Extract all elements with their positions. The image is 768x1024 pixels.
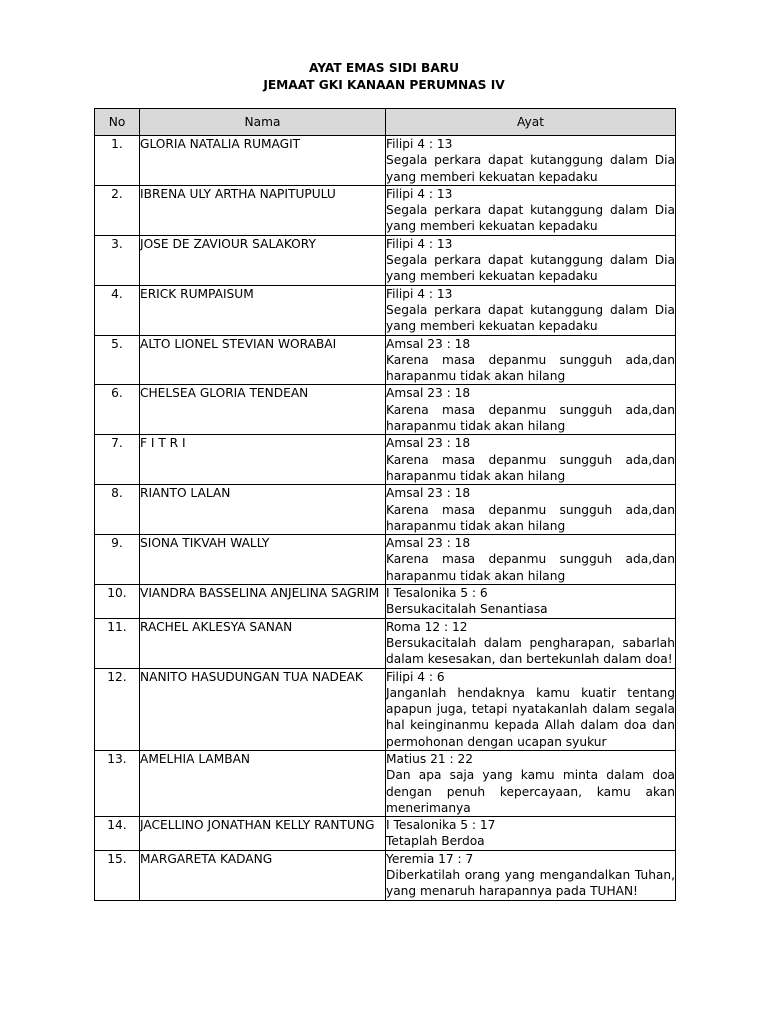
- member-name: CHELSEA GLORIA TENDEAN: [140, 385, 386, 435]
- verse-text: Karena masa depanmu sungguh ada,dan harapanmu tidak akan hilang: [386, 452, 675, 483]
- document-title: [0, 60, 768, 94]
- header-nama: Nama: [140, 109, 386, 136]
- table-row: [95, 750, 676, 816]
- verse-cell: [386, 435, 676, 485]
- verse-cell: [386, 335, 676, 385]
- verse-cell: [386, 850, 676, 900]
- table-row: [95, 850, 676, 900]
- header-no: No: [95, 109, 140, 136]
- verse-cell: [386, 585, 676, 619]
- verse-reference: Filipi 4 : 13: [386, 137, 453, 151]
- verse-cell: [386, 235, 676, 285]
- row-number: 8.: [95, 485, 140, 535]
- title-line-1: AYAT EMAS SIDI BARU: [308, 61, 460, 75]
- row-number: 2.: [95, 185, 140, 235]
- member-name: GLORIA NATALIA RUMAGIT: [140, 136, 386, 186]
- member-name: RIANTO LALAN: [140, 485, 386, 535]
- table-row: [95, 535, 676, 585]
- table-row: [95, 385, 676, 435]
- verse-cell: [386, 185, 676, 235]
- verse-text: Dan apa saja yang kamu minta dalam doa dengan penuh kepercayaan, kamu akan menerimanya: [386, 768, 675, 815]
- verse-text: Karena masa depanmu sungguh ada,dan harapanmu tidak akan hilang: [386, 402, 675, 434]
- table-row: [95, 185, 676, 235]
- header-ayat: Ayat: [386, 109, 676, 136]
- verse-reference: Amsal 23 : 18: [386, 536, 471, 551]
- row-number: 4.: [95, 285, 140, 335]
- verse-reference: I Tesalonika 5 : 6: [386, 586, 488, 601]
- member-name: JACELLINO JONATHAN KELLY RANTUNG: [140, 817, 386, 851]
- member-name: IBRENA ULY ARTHA NAPITUPULU: [140, 185, 386, 235]
- row-number: 10.: [95, 585, 140, 619]
- member-name: NANITO HASUDUNGAN TUA NADEAK: [140, 668, 386, 750]
- row-number: 15.: [95, 850, 140, 900]
- table-row: [95, 285, 676, 335]
- verse-cell: [386, 385, 676, 435]
- verse-cell: [386, 285, 676, 335]
- verse-text: Bersukacitalah dalam pengharapan, sabarlah dalam kesesakan, dan bertekunlah dalam doa!: [386, 635, 675, 667]
- verse-text: Bersukacitalah Senantiasa: [386, 602, 548, 617]
- member-name: ALTO LIONEL STEVIAN WORABAI: [140, 335, 386, 385]
- member-name: SIONA TIKVAH WALLY: [140, 535, 386, 585]
- table-row: [95, 485, 676, 535]
- verse-text: Tetaplah Berdoa: [386, 834, 485, 849]
- table-row: [95, 585, 676, 619]
- row-number: 6.: [95, 385, 140, 435]
- verse-reference: I Tesalonika 5 : 17: [386, 818, 496, 833]
- verses-table: [94, 108, 676, 901]
- verse-text: Karena masa depanmu sungguh ada,dan harapanmu tidak akan hilang: [386, 352, 675, 384]
- table-row: [95, 668, 676, 750]
- row-number: 1.: [95, 136, 140, 186]
- verse-cell: [386, 750, 676, 816]
- title-line-2: JEMAAT GKI KANAAN PERUMNAS IV: [263, 78, 505, 92]
- verse-reference: Filipi 4 : 13: [386, 236, 453, 251]
- verse-text: Karena masa depanmu sungguh ada,dan harapanmu tidak akan hilang: [386, 552, 675, 583]
- row-number: 11.: [95, 618, 140, 668]
- verse-reference: Roma 12 : 12: [386, 619, 468, 634]
- row-number: 5.: [95, 335, 140, 385]
- table-header-row: [95, 109, 676, 136]
- row-number: 14.: [95, 817, 140, 851]
- member-name: RACHEL AKLESYA SANAN: [140, 618, 386, 668]
- verse-reference: Amsal 23 : 18: [386, 486, 471, 501]
- verse-text: Karena masa depanmu sungguh ada,dan harapanmu tidak akan hilang: [386, 502, 675, 533]
- verse-cell: [386, 618, 676, 668]
- member-name: ERICK RUMPAISUM: [140, 285, 386, 335]
- verse-reference: Amsal 23 : 18: [386, 436, 471, 451]
- row-number: 7.: [95, 435, 140, 485]
- table-row: [95, 235, 676, 285]
- row-number: 13.: [95, 750, 140, 816]
- verse-reference: Filipi 4 : 13: [386, 286, 453, 301]
- table-row: [95, 335, 676, 385]
- row-number: 3.: [95, 235, 140, 285]
- member-name: F I T R I: [140, 435, 386, 485]
- verse-cell: [386, 136, 676, 186]
- member-name: JOSE DE ZAVIOUR SALAKORY: [140, 235, 386, 285]
- row-number: 12.: [95, 668, 140, 750]
- member-name: MARGARETA KADANG: [140, 850, 386, 900]
- verse-reference: Filipi 4 : 13: [386, 186, 453, 201]
- member-name: AMELHIA LAMBAN: [140, 750, 386, 816]
- table-row: [95, 435, 676, 485]
- verse-reference: Amsal 23 : 18: [386, 386, 471, 401]
- verse-reference: Filipi 4 : 6: [386, 669, 445, 684]
- table-row: [95, 817, 676, 851]
- verse-cell: [386, 535, 676, 585]
- verse-cell: [386, 668, 676, 750]
- verse-cell: [386, 817, 676, 851]
- verse-reference: Yeremia 17 : 7: [386, 851, 474, 866]
- verse-text: Segala perkara dapat kutanggung dalam Dia yang memberi kekuatan kepadaku: [386, 253, 675, 284]
- row-number: 9.: [95, 535, 140, 585]
- verse-cell: [386, 485, 676, 535]
- verse-reference: Amsal 23 : 18: [386, 336, 471, 351]
- table-row: [95, 618, 676, 668]
- member-name: VIANDRA BASSELINA ANJELINA SAGRIM: [140, 585, 386, 619]
- verse-reference: Matius 21 : 22: [386, 751, 473, 766]
- verse-text: Janganlah hendaknya kamu kuatir tentang apapun juga, tetapi nyatakanlah dalam segala hal keinginanmu kepada Allah dalam doa dan permohonan dengan ucapan syukur: [386, 685, 675, 749]
- verse-text: Segala perkara dapat kutanggung dalam Dia yang memberi kekuatan kepadaku: [386, 203, 675, 234]
- verse-text: Segala perkara dapat kutanggung dalam Dia yang memberi kekuatan kepadaku: [386, 153, 675, 184]
- verse-text: Diberkatilah orang yang mengandalkan Tuhan, yang menaruh harapannya pada TUHAN!: [386, 868, 675, 899]
- table-row: [95, 136, 676, 186]
- verse-text: Segala perkara dapat kutanggung dalam Dia yang memberi kekuatan kepadaku: [386, 302, 675, 334]
